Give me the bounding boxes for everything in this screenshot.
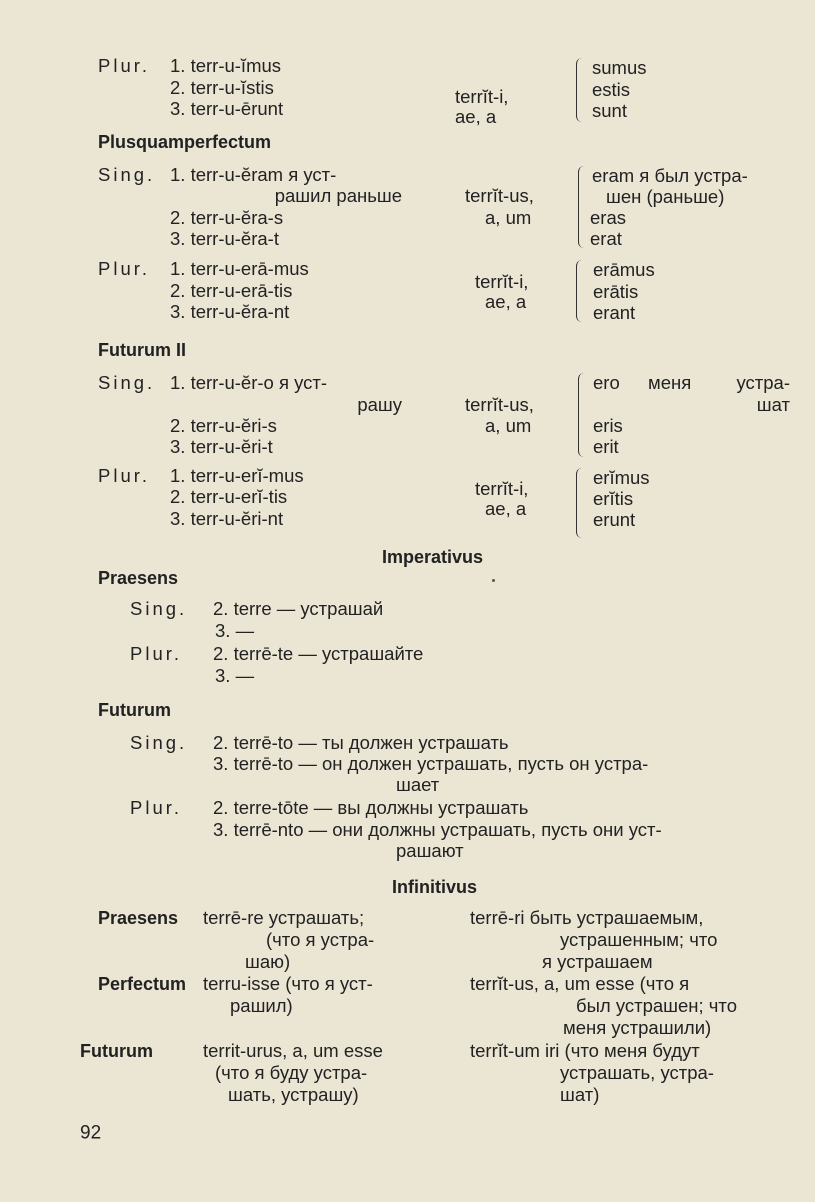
- participle: ae, a: [485, 290, 527, 312]
- aux-form: eris: [593, 414, 623, 436]
- aux-form: ero: [593, 371, 620, 393]
- infinitive-active: шаю): [245, 950, 291, 972]
- infinitive-active: (что я буду устра-: [215, 1061, 368, 1083]
- print-speck: [492, 579, 495, 582]
- aux-form: erātis: [593, 280, 639, 302]
- infinitive-passive: устрашенным; что: [560, 928, 718, 950]
- aux-form: устра-: [736, 371, 790, 393]
- tense-label: Futurum: [80, 1041, 153, 1061]
- subsection-heading: Praesens: [98, 568, 179, 588]
- infinitive-passive: был устрашен; что: [576, 994, 737, 1016]
- verb-form: 3. —: [215, 664, 255, 686]
- participle: a, um: [485, 414, 532, 436]
- verb-form: шает: [396, 773, 440, 795]
- aux-form: sumus: [592, 56, 647, 78]
- brace-icon: [576, 58, 582, 122]
- participle: ae, a: [455, 105, 497, 127]
- number-label: Sing.: [98, 163, 156, 185]
- verb-form: 1. terr-u-erĭ-mus: [170, 464, 304, 486]
- infinitive-passive: terrē-ri быть устрашаемым,: [470, 906, 704, 928]
- aux-form: eras: [590, 206, 626, 228]
- section-heading: Plusquamperfectum: [98, 132, 272, 152]
- aux-form: шен (раньше): [606, 185, 725, 207]
- verb-form: 2. terr-u-erĭ-tis: [170, 485, 288, 507]
- aux-form: erĭmus: [593, 466, 650, 488]
- brace-icon: [576, 260, 582, 322]
- aux-form: sunt: [592, 99, 627, 121]
- infinitive-passive: я устрашаем: [542, 950, 653, 972]
- verb-form: 2. terr-u-ĕra-s: [170, 206, 284, 228]
- verb-form: 3. terr-u-ērunt: [170, 97, 284, 119]
- number-label: Sing.: [130, 597, 188, 619]
- aux-form: erĭtis: [593, 487, 634, 509]
- verb-form: 3. terrē-to — он должен устрашать, пусть он устра-: [213, 752, 649, 774]
- infinitive-passive: шат): [560, 1083, 600, 1105]
- verb-form: 3. —: [215, 619, 255, 641]
- participle: a, um: [485, 206, 532, 228]
- infinitive-active: terrē-re устрашать;: [203, 906, 365, 928]
- verb-form: 1. terr-u-ĕram я уст-: [170, 163, 337, 185]
- verb-form: 2. terre — устрашай: [213, 597, 384, 619]
- verb-form: 2. terr-u-ĕri-s: [170, 414, 277, 436]
- aux-form: estis: [592, 78, 631, 100]
- number-label: Plur.: [130, 642, 183, 664]
- number-label: Plur.: [98, 464, 151, 486]
- infinitive-passive: устрашать, устра-: [560, 1061, 714, 1083]
- verb-form: 1. terr-u-ĕr-o я уст-: [170, 371, 328, 393]
- infinitive-passive: terrĭt-um iri (что меня будут: [470, 1039, 700, 1061]
- section-heading: Futurum II: [98, 340, 186, 360]
- verb-form: 3. terr-u-ĕra-nt: [170, 300, 290, 322]
- infinitive-active: (что я устра-: [266, 928, 375, 950]
- aux-form: erāmus: [593, 258, 655, 280]
- verb-form: 2. terr-u-ĭstis: [170, 76, 274, 98]
- verb-form: 2. terr-u-erā-tis: [170, 279, 293, 301]
- verb-form: рашают: [396, 839, 464, 861]
- aux-form: меня: [648, 371, 692, 393]
- participle: terrĭt-i,: [475, 477, 529, 499]
- aux-form: erant: [593, 301, 636, 323]
- participle: terrĭt-us,: [465, 393, 534, 415]
- aux-form: erat: [590, 227, 622, 249]
- aux-form: шат: [756, 393, 790, 415]
- number-label: Sing.: [98, 371, 156, 393]
- brace-icon: [578, 373, 584, 457]
- participle: terrĭt-i,: [455, 85, 509, 107]
- number-label: Plur.: [98, 257, 151, 279]
- verb-form: 3. terr-u-ĕri-nt: [170, 507, 284, 529]
- infinitive-active: terru-isse (что я уст-: [203, 972, 373, 994]
- verb-form: 2. terrē-to — ты должен устрашать: [213, 731, 509, 753]
- infinitive-active: territ-urus, a, um esse: [203, 1039, 383, 1061]
- subsection-heading: Futurum: [98, 700, 171, 720]
- verb-form: 1. terr-u-erā-mus: [170, 257, 309, 279]
- tense-label: Perfectum: [98, 974, 187, 994]
- verb-form: 3. terr-u-ĕra-t: [170, 227, 279, 249]
- number-label: Plur.: [98, 54, 151, 76]
- brace-icon: [578, 166, 584, 248]
- infinitive-active: рашил): [230, 994, 293, 1016]
- brace-icon: [576, 468, 582, 538]
- page-number: 92: [80, 1122, 102, 1144]
- infinitive-passive: terrĭt-us, a, um esse (что я: [470, 972, 690, 994]
- section-heading: Infinitivus: [392, 877, 477, 897]
- verb-form: рашил раньше: [274, 184, 402, 206]
- infinitive-passive: меня устрашили): [563, 1016, 712, 1038]
- participle: ae, a: [485, 497, 527, 519]
- verb-form: 1. terr-u-ĭmus: [170, 54, 282, 76]
- verb-form: 2. terre-tōte — вы должны устрашать: [213, 796, 529, 818]
- infinitive-active: шать, устрашу): [228, 1083, 359, 1105]
- aux-form: erit: [593, 435, 619, 457]
- verb-form: рашу: [357, 393, 402, 415]
- verb-form: 3. terrē-nto — они должны устрашать, пусть они уст-: [213, 818, 662, 840]
- aux-form: erunt: [593, 508, 636, 530]
- section-heading: Imperativus: [382, 547, 484, 567]
- verb-form: 3. terr-u-ĕri-t: [170, 435, 273, 457]
- tense-label: Praesens: [98, 908, 179, 928]
- participle: terrĭt-i,: [475, 270, 529, 292]
- participle: terrĭt-us,: [465, 184, 534, 206]
- aux-form: eram я был устра-: [592, 164, 748, 186]
- verb-form: 2. terrē-te — устрашайте: [213, 642, 424, 664]
- number-label: Sing.: [130, 731, 188, 753]
- number-label: Plur.: [130, 796, 183, 818]
